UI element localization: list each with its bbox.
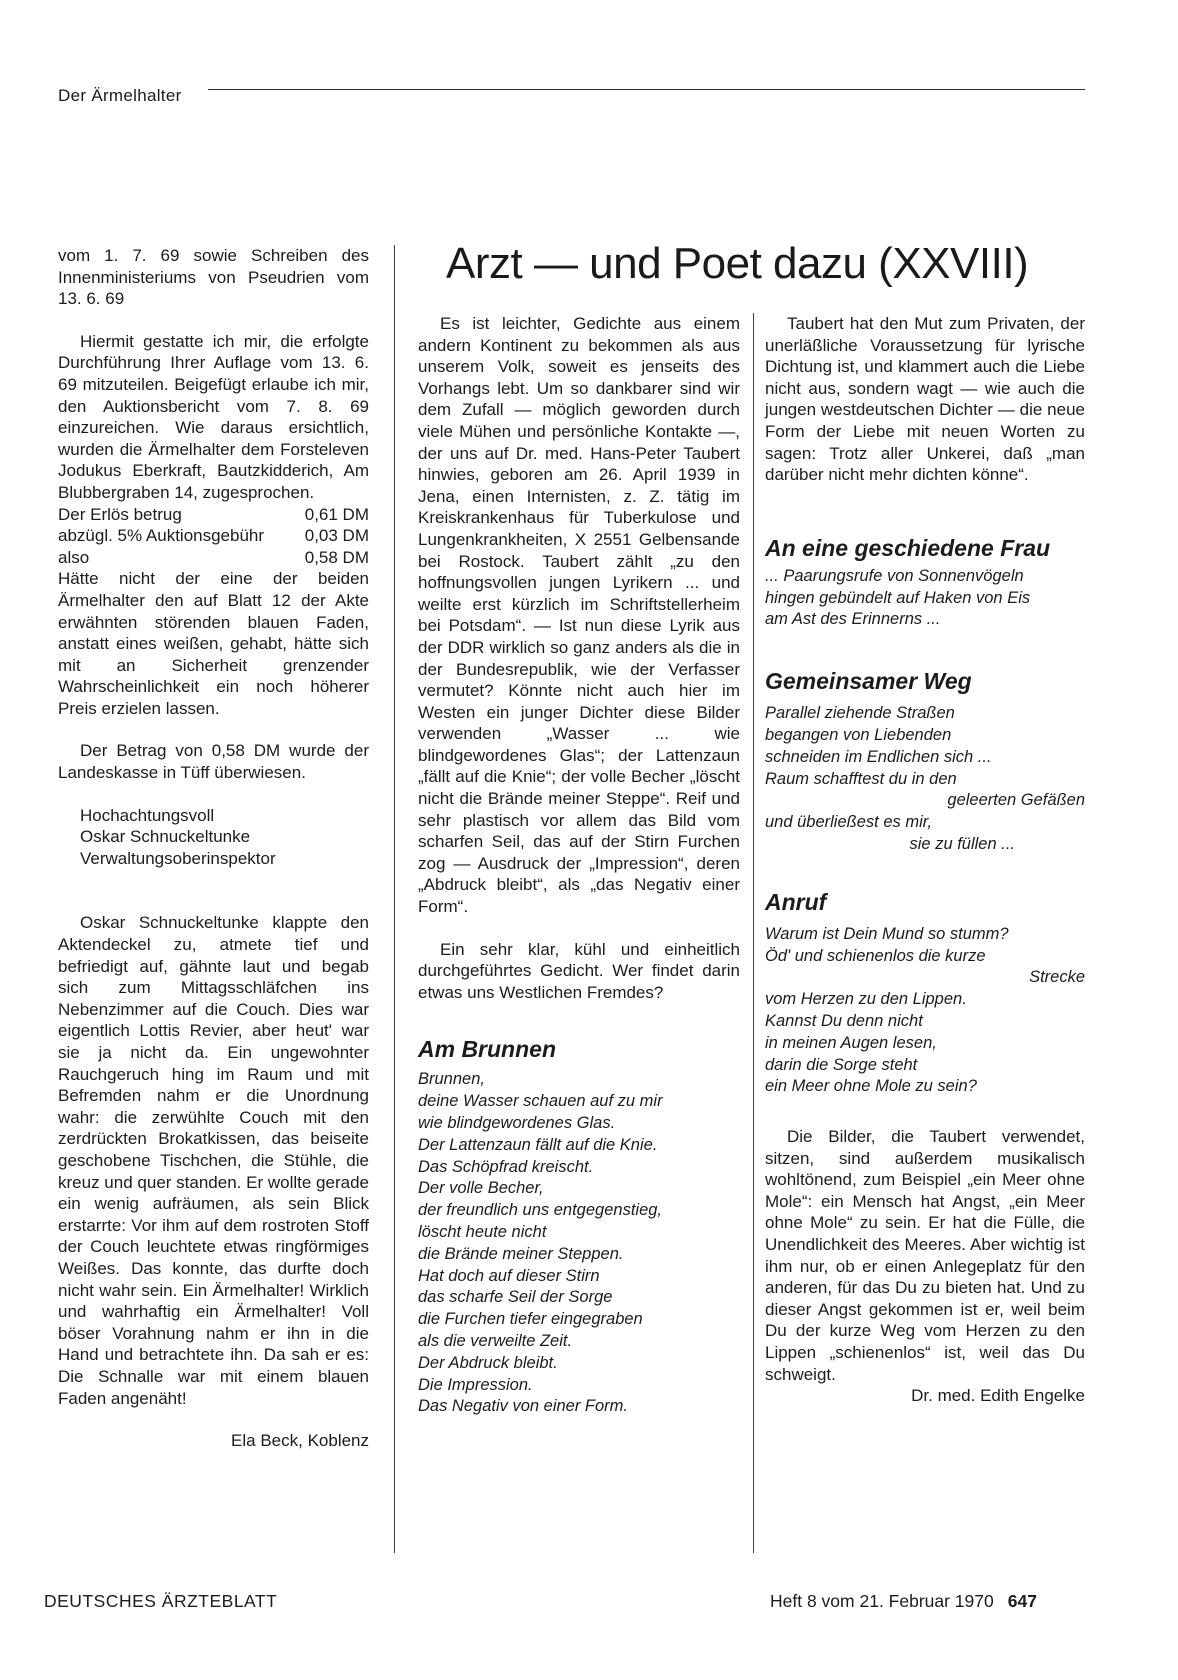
- poem-line: ein Meer ohne Mole zu sein?: [765, 1077, 977, 1096]
- money-row: [58, 547, 369, 569]
- poem-line: wie blindgewordenes Glas.: [418, 1114, 616, 1132]
- poem-line: sie zu füllen ...: [909, 834, 1015, 853]
- poem-line: Der Abdruck bleibt.: [418, 1353, 558, 1372]
- poem-line: löscht heute nicht: [418, 1222, 547, 1241]
- poem-line: als die verweilte Zeit.: [418, 1331, 573, 1350]
- poem-line: Kannst Du denn nicht: [765, 1011, 923, 1030]
- poem-line: der freundlich uns entgegenstieg,: [418, 1201, 663, 1220]
- money-table: [58, 504, 369, 569]
- poem-am-brunnen: [418, 1069, 740, 1418]
- issue-date: Heft 8 vom 21. Februar 1970: [770, 1591, 994, 1611]
- poem-line: vom Herzen zu den Lippen.: [765, 990, 967, 1009]
- journal-name: DEUTSCHES ÄRZTEBLATT: [44, 1591, 278, 1611]
- poem-line: Die Impression.: [418, 1375, 533, 1394]
- money-label: abzügl. 5% Auktionsgebühr: [58, 526, 265, 546]
- poem-line: Der Lattenzaun fällt auf die Knie.: [418, 1135, 658, 1154]
- poem-line: und überließest es mir,: [765, 813, 932, 832]
- col1-paragraph-2: Hiermit gestatte ich mir, die erfolgte Durchführung Ihrer Auflage vom 13. 6. 69 mitzuteilen. Beigefügt erlaube ich mir, den Auktionsbericht vom 7. 8. 69 einzureichen. Wie daraus ersichtlich, wurden die Ärmelhalter dem Forsteleven Jodukus Eberkraft, Bautzkidderich, Am Blubbergraben 14, zugesprochen.: [58, 331, 369, 502]
- column-3: [765, 313, 1085, 1407]
- poem-line: begangen von Liebenden: [765, 725, 952, 744]
- closing-line: Oskar Schnuckeltunke: [80, 827, 251, 847]
- poem-line: Der volle Becher,: [418, 1179, 544, 1198]
- money-amount: 0,58 DM: [304, 547, 369, 567]
- col3-signature: Dr. med. Edith Engelke: [911, 1386, 1085, 1406]
- poem-line: Strecke: [1029, 968, 1085, 987]
- column-2: [418, 313, 740, 1418]
- poem-line: ... Paarungsrufe von Sonnenvögeln: [765, 566, 1024, 585]
- poem-line: in meinen Augen lesen,: [765, 1033, 937, 1052]
- column-1: [58, 245, 369, 1452]
- col2-paragraph-1: Es ist leichter, Gedichte aus einem andern Kontinent zu bekommen als aus unserem Volk, soweit es jenseits des Vorhangs lebt. Um so dankbarer sind wir dem Zufall — möglich geworden durch viele Mühen und persönliche Kontakte —, der uns auf Dr. med. Hans-Peter Taubert hinwies, geboren am 26. April 1939 in Jena, einen Internisten, z. Z. tätig im Kreiskrankenhaus für Tuberkulose und Lungenkrankheiten, X 2551 Gelbensande bei Rostock. Taubert zählt „zu den hoffnungsvollen jungen Lyrikern ... und weilte erst kürzlich im Schriftstellerheim bei Potsdam“. — Ist nun diese Lyrik aus der DDR wirklich so ganz anders als die in der Bundesrepublik, wie der Verfasser vermutet? Könnte nicht auch hier im Westen ein junger Dichter diese Bilder verwenden „Wasser ... wie blindgewordenes Glas“; der Lattenzaun „fällt auf die Knie“; der volle Becher „löscht nicht die Brände meiner Steppe“. Reif und sehr plastisch vor allem das Bild vom scharfen Seil, das auf der Stirn Furchen zog — Ausdruck der „Impression“, deren „Abdruck bleibt“, als „das Negativ einer Form“.: [418, 314, 740, 917]
- poem-gemeinsamer-weg: [765, 703, 1085, 856]
- money-label: also: [58, 547, 90, 567]
- poem-title-gemeinsamer-weg: Gemeinsamer Weg: [765, 668, 972, 695]
- header-rule: [208, 89, 1085, 90]
- col1-paragraph-5: Oskar Schnuckeltunke klappte den Aktendeckel zu, atmete tief und befriedigt auf, gähnte laut und begab sich zum Mittagsschläfchen ins Nebenzimmer auf die Couch. Dies war eigentlich Lottis Revier, aber heut' war sie ja nicht da. Ein ungewohnter Rauchgeruch hing im Raum und mit Befremden nahm er die Unordnung wahr: die zerwühlte Couch mit den zerdrückten Brokatkissen, das beiseite geschobene Tischchen, die Stühle, die kreuz und quer standen. Er wollte gerade ein wenig aufräumen, als sein Blick erstarrte: Vor ihm auf dem rostroten Stoff der Couch leuchtete etwas ringförmiges Weißes. Das konnte, das durfte doch nicht wahr sein. Ein Ärmelhalter! Wirklich und wahrhaftig ein Ärmelhalter! Voll böser Vorahnung nahm er ihn in die Hand und betrachtete ihn. Da sah er es: Die Schnalle war mit einem blauen Faden angenäht!: [58, 913, 369, 1408]
- running-head: Der Ärmelhalter: [58, 86, 182, 105]
- money-row: [58, 504, 369, 526]
- letter-closing: [58, 805, 369, 870]
- poem-line: die Furchen tiefer eingegraben: [418, 1310, 643, 1329]
- poem-line: Das Negativ von einer Form.: [418, 1397, 628, 1416]
- poem-title-geschiedene-frau: An eine geschiedene Frau: [765, 534, 1051, 561]
- poem-line: die Brände meiner Steppen.: [418, 1244, 624, 1263]
- poem-line: Öd' und schienenlos die kurze: [765, 946, 986, 965]
- money-row: [58, 525, 369, 547]
- poem-line: Hat doch auf dieser Stirn: [418, 1266, 600, 1285]
- poem-line: Brunnen,: [418, 1070, 485, 1089]
- issue-info: [770, 1591, 1037, 1612]
- poem-title-am-brunnen: Am Brunnen: [418, 1036, 556, 1063]
- column-divider-2: [753, 313, 754, 1553]
- col3-paragraph-1: Taubert hat den Mut zum Privaten, der unerläßliche Voraussetzung für lyrische Dichtung ist, und klammert auch die Liebe nicht aus, sondern wagt — wie auch die jungen westdeutschen Dichter — die neue Form der Liebe mit neuen Worten zu sagen: Trotz aller Unkerei, daß „man darüber nicht mehr dichten könne“.: [765, 314, 1085, 485]
- page-number: 647: [1007, 1591, 1037, 1611]
- poem-line: deine Wasser schauen auf zu mir: [418, 1092, 663, 1111]
- poem-anruf: [765, 924, 1085, 1098]
- article-title: Arzt — und Poet dazu (XXVIII): [446, 239, 1029, 288]
- poem-line: hingen gebündelt auf Haken von Eis: [765, 588, 1031, 607]
- poem-line: geleerten Gefäßen: [947, 791, 1085, 810]
- col1-paragraph-3: Hätte nicht der eine der beiden Ärmelhalter den auf Blatt 12 der Akte erwähnten störenden blauen Faden, anstatt eines weißen, gehabt, hätte sich mit an Sicherheit grenzender Wahrscheinlichkeit ein noch höherer Preis erzielen lassen.: [58, 569, 369, 718]
- poem-line: schneiden im Endlichen sich ...: [765, 747, 992, 766]
- poem-line: Warum ist Dein Mund so stumm?: [765, 924, 1009, 943]
- poem-line: Raum schafftest du in den: [765, 769, 957, 788]
- closing-line: Verwaltungsoberinspektor: [80, 848, 276, 868]
- col1-paragraph-4: Der Betrag von 0,58 DM wurde der Landeskasse in Tüff überwiesen.: [58, 741, 369, 783]
- money-amount: 0,61 DM: [304, 504, 369, 524]
- poem-title-anruf: Anruf: [765, 888, 827, 915]
- closing-line: Hochachtungsvoll: [80, 805, 215, 825]
- col2-paragraph-2: Ein sehr klar, kühl und einheitlich durchgeführtes Gedicht. Wer findet darin etwas uns Westlichen Fremdes?: [418, 939, 740, 1002]
- poem-line: darin die Sorge steht: [765, 1055, 918, 1074]
- poem-line: am Ast des Erinnerns ...: [765, 610, 941, 629]
- money-amount: 0,03 DM: [304, 526, 369, 546]
- poem-line: das scharfe Seil der Sorge: [418, 1288, 613, 1307]
- col1-signature: Ela Beck, Koblenz: [231, 1431, 369, 1451]
- column-divider-1: [394, 245, 395, 1553]
- money-label: Der Erlös betrug: [58, 504, 182, 524]
- col1-paragraph-1: vom 1. 7. 69 sowie Schreiben des Innenministeriums von Pseudrien vom 13. 6. 69: [58, 246, 369, 309]
- poem-line: Das Schöpfrad kreischt.: [418, 1157, 594, 1176]
- poem-geschiedene-frau: [765, 566, 1085, 631]
- poem-line: Parallel ziehende Straßen: [765, 704, 955, 723]
- col3-paragraph-2: Die Bilder, die Taubert verwendet, sitzen, sind außerdem musikalisch wohltönend, zum Beispiel „ein Meer ohne Mole“: ein Mensch hat Angst, „ein Meer ohne Mole“ zu sein. Er hat die Fülle, die Unendlichkeit des Meeres. Aber wichtig ist ihm nur, ob er einen Anlegeplatz für den anderen, für das Du zu bieten hat. Und zu dieser Angst gekommen ist er, weil beim Du der kurze Weg vom Herzen zu den Lippen „schienenlos“ ist, weil das Du schweigt.: [765, 1127, 1085, 1384]
